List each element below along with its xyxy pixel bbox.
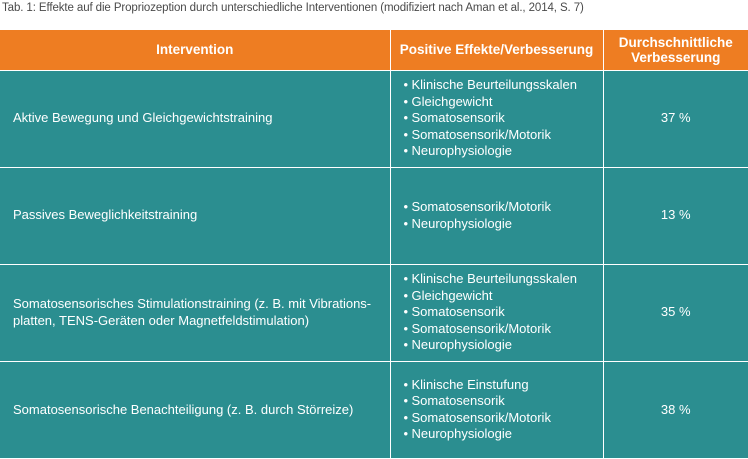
effect-item: • Somatosensorik/Motorik — [403, 126, 551, 142]
effect-item: • Gleichgewicht — [403, 287, 493, 303]
table-row — [0, 167, 748, 264]
effect-item: • Somatosensorik — [403, 304, 505, 320]
effect-item: • Somatosensorik/Motorik — [403, 409, 551, 425]
effect-item: • Somatosensorik — [403, 393, 505, 409]
effect-item: • Neurophysiologie — [403, 215, 512, 231]
effect-item: • Gleichgewicht — [403, 93, 493, 109]
effects-cell — [390, 167, 603, 264]
effects-list — [404, 377, 597, 443]
effect-item: • Neurophysiologie — [403, 426, 512, 442]
effects-list — [404, 77, 597, 160]
table-caption: Tab. 1: Effekte auf die Propriozeption durch unterschiedliche Interventionen (modifiziert nach Aman et al., 2014, S. 7) — [2, 2, 584, 14]
effects-list — [404, 271, 597, 354]
table-header-row — [0, 30, 748, 70]
improvement-cell: 38 % — [603, 361, 748, 458]
effect-item: • Klinische Beurteilungsskalen — [403, 271, 577, 287]
improvement-cell: 13 % — [603, 167, 748, 264]
effect-item: • Klinische Einstufung — [403, 376, 529, 392]
intervention-cell: Aktive Bewegung und Gleichgewichtstraining — [0, 70, 390, 167]
effect-item: • Neurophysiologie — [403, 337, 512, 353]
header-improvement-line1: Durchschnittliche — [618, 34, 733, 50]
effect-item: • Klinische Beurteilungsskalen — [403, 77, 577, 93]
table-row — [0, 70, 748, 167]
effect-item: • Somatosensorik — [403, 110, 505, 126]
effect-item: • Neurophysiologie — [403, 143, 512, 159]
header-improvement — [603, 30, 748, 70]
intervention-cell: Passives Beweglichkeitstraining — [0, 167, 390, 264]
effects-list — [404, 199, 597, 232]
effects-cell — [390, 264, 603, 361]
effects-cell — [390, 361, 603, 458]
intervention-line: platten, TENS-Geräten oder Magnetfeldstimulation) — [13, 312, 310, 328]
improvement-cell: 35 % — [603, 264, 748, 361]
header-effects: Positive Effekte/Verbesserung — [390, 30, 603, 70]
table-row — [0, 264, 748, 361]
header-intervention: Intervention — [0, 30, 390, 70]
effect-item: • Somatosensorik/Motorik — [403, 320, 551, 336]
intervention-line: Somatosensorisches Stimulationstraining (z. B. mit Vibrations- — [13, 296, 372, 311]
effect-item: • Somatosensorik/Motorik — [403, 199, 551, 214]
header-improvement-line2: Verbesserung — [631, 49, 721, 65]
interventions-table — [0, 30, 748, 458]
intervention-cell: Somatosensorische Benachteiligung (z. B. durch Störreize) — [0, 361, 390, 458]
table-row — [0, 361, 748, 458]
improvement-cell: 37 % — [603, 70, 748, 167]
effects-cell — [390, 70, 603, 167]
intervention-cell — [0, 264, 390, 361]
